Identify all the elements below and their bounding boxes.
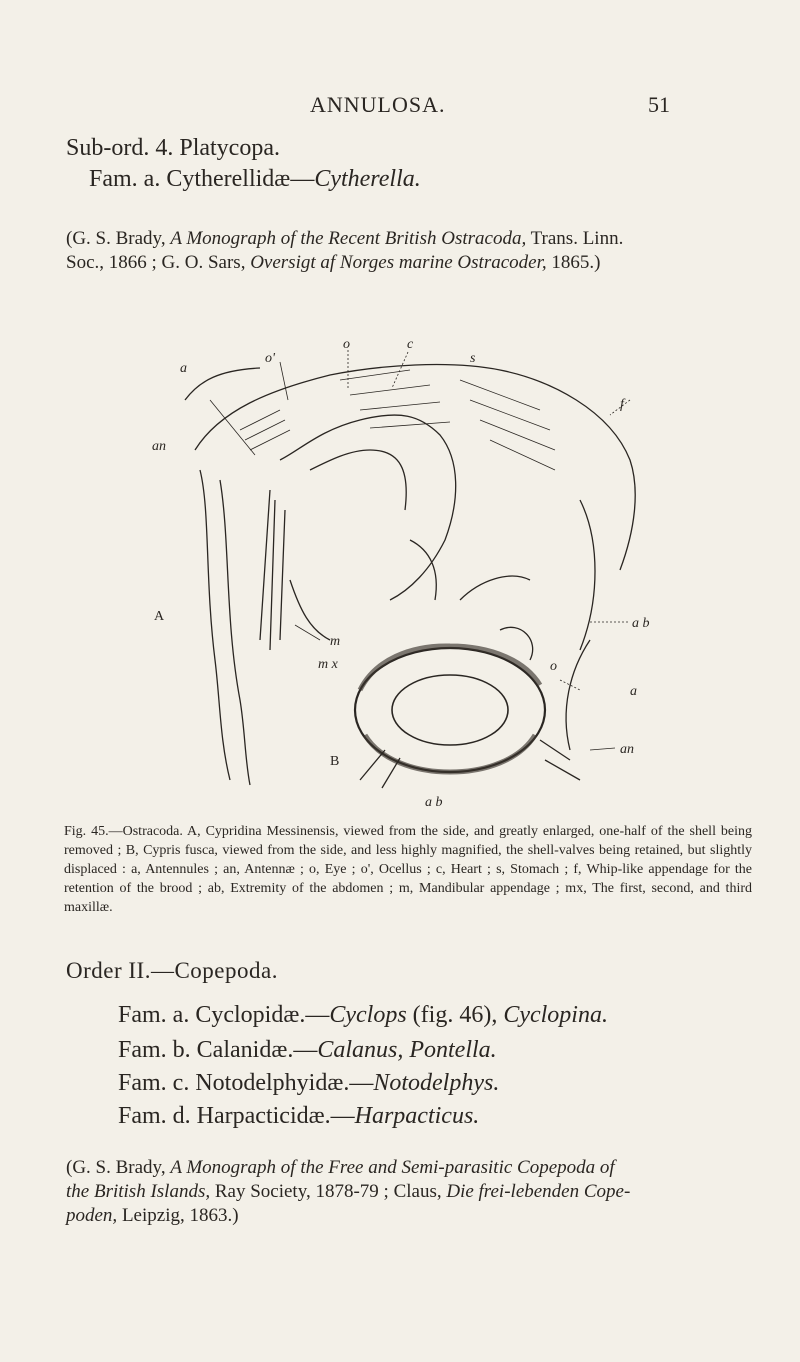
fig-label-mx: m x — [318, 657, 338, 672]
suborder-heading — [66, 135, 280, 162]
fig-label-f: f — [620, 397, 624, 412]
fig-label-o-mid: o — [550, 659, 557, 674]
family-name: Cytherellidæ— — [166, 166, 315, 192]
family-entry: Fam. b. Calanidæ.—Calanus, Pontella. — [118, 1037, 497, 1063]
reference-2-line-3: poden, Leipzig, 1863.) — [66, 1205, 239, 1226]
fig-label-o-top: o — [343, 337, 350, 352]
fig-label-ab-right: a b — [632, 616, 650, 631]
figure-caption: Fig. 45.—Ostracoda. A, Cypridina Messinensis, viewed from the side, and greatly enlarged, one-half of the shell being removed ; B, Cypris fusca, viewed from the side, and less highly magnified, the shell-valves being retained, but slightly displaced : a, Antennules ; an, Antennæ ; o, Eye ; o', Ocellus ; c, Heart ; s, Stomach ; f, Whip-like appendage for the retention of the brood ; ab, Extremity of the abdomen ; m, Mandibular appendage ; mx, The first, second, and third maxillæ. — [64, 824, 752, 915]
fig-label-a-right: a — [630, 684, 637, 699]
fig-label-a-top: a — [180, 361, 187, 376]
fig-label-c: c — [407, 337, 414, 352]
family-entry: Fam. a. Cyclopidæ.—Cyclops (fig. 46), Cyclopina. — [118, 1002, 608, 1028]
fig-label-m: m — [330, 634, 341, 649]
fig-label-an-right: an — [620, 742, 634, 757]
family-label: Fam. a. — [89, 166, 161, 192]
order-heading — [66, 958, 278, 984]
suborder-name: Platycopa. — [179, 135, 280, 161]
family-heading — [89, 166, 421, 193]
fig-label-s: s — [470, 351, 476, 366]
order-name: —Copepoda. — [150, 958, 278, 983]
reference-1-line-1: (G. S. Brady, A Monograph of the Recent British Ostracoda, Trans. Linn. — [66, 228, 624, 249]
order-label: Order II. — [66, 958, 151, 983]
fig-label-B: B — [330, 754, 340, 769]
reference-2-line-1: (G. S. Brady, A Monograph of the Free and Semi-parasitic Copepoda of — [66, 1157, 615, 1178]
ostracoda-figure — [152, 337, 660, 810]
page-number: 51 — [648, 92, 670, 117]
fig-label-A: A — [154, 609, 165, 624]
reference-block-2 — [66, 1156, 756, 1228]
family-entry: Fam. c. Notodelphyidæ.—Notodelphys. — [118, 1070, 500, 1096]
reference-1-line-2: Soc., 1866 ; G. O. Sars, Oversigt af Norges marine Ostracoder, 1865.) — [66, 252, 601, 273]
reference-block-1 — [66, 227, 756, 275]
ostracoda-illustration — [152, 337, 660, 810]
running-header — [0, 92, 800, 122]
family-entry: Fam. d. Harpacticidæ.—Harpacticus. — [118, 1103, 480, 1129]
fig-label-an-left: an — [152, 439, 166, 454]
fig-label-ab-bottom: a b — [425, 795, 443, 810]
family-genus: Cytherella. — [314, 166, 421, 192]
fig-label-o-prime: o' — [265, 351, 275, 366]
reference-2-line-2: the British Islands, Ray Society, 1878-79 ; Claus, Die frei-lebenden Cope- — [66, 1181, 631, 1202]
suborder-label: Sub-ord. 4. — [66, 135, 174, 161]
running-title: ANNULOSA. — [310, 92, 446, 117]
